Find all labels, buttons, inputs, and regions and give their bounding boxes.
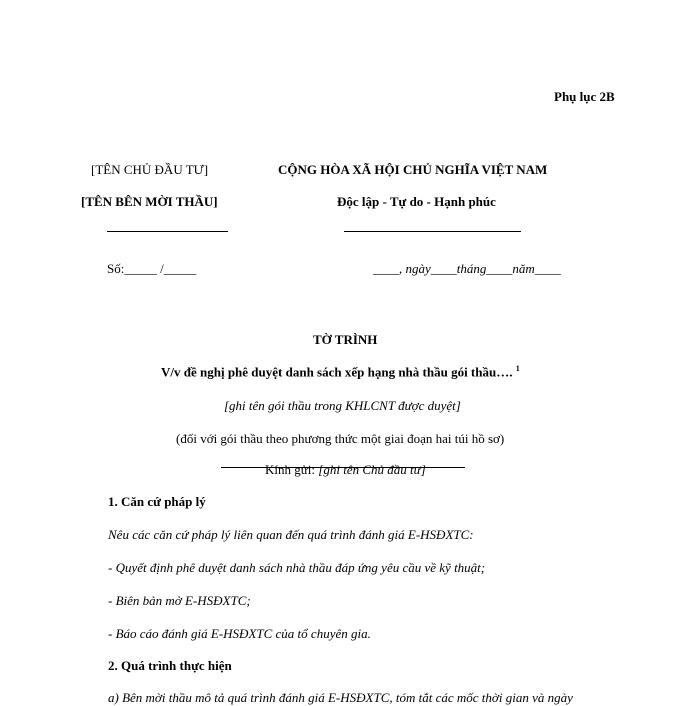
inviter-placeholder: [TÊN BÊN MỜI THẦU] [81, 194, 218, 209]
section-1-heading: 1. Căn cứ pháp lý [108, 494, 206, 509]
method-note: (đối với gói thầu theo phương thức một giai đoạn hai túi hồ sơ) [176, 431, 505, 446]
document-subject [161, 364, 520, 380]
section-1-item: - Quyết định phê duyệt danh sách nhà thầu đáp ứng yêu cầu về kỹ thuật; [108, 560, 486, 575]
left-header-rule [107, 231, 228, 232]
section-1-item: - Biên bản mở E-HSĐXTC; [108, 593, 251, 608]
document-number [107, 261, 196, 277]
package-note: [ghi tên gói thầu trong KHLCNT được duyệt] [224, 398, 461, 413]
document-title: TỜ TRÌNH [313, 332, 378, 347]
number-label: Số: [107, 261, 125, 276]
right-header-rule [344, 231, 521, 232]
number-blank: _____ /_____ [124, 261, 197, 276]
section-1-item: - Báo cáo đánh giá E-HSĐXTC của tổ chuyên gia. [108, 626, 371, 641]
recipient-line [265, 462, 426, 478]
section-2-heading: 2. Quá trình thực hiện [108, 658, 232, 673]
nation-title: CỘNG HÒA XÃ HỘI CHỦ NGHĨA VIỆT NAM [278, 162, 548, 177]
section-2-paragraph: a) Bên mời thầu mô tả quá trình đánh giá E-HSĐXTC, tóm tắt các mốc thời gian và ngày [108, 690, 573, 705]
section-1-intro: Nêu các căn cứ pháp lý liên quan đến quá trình đánh giá E-HSĐXTC: [108, 527, 474, 542]
appendix-label: Phụ lục 2B [554, 89, 615, 104]
date-line: ____, ngày____tháng____năm____ [373, 261, 561, 276]
subject-text: V/v đề nghị phê duyệt danh sách xếp hạng nhà thầu gói thầu…. [161, 364, 513, 380]
recipient-label: Kính gửi: [265, 462, 319, 477]
national-motto: Độc lập - Tự do - Hạnh phúc [337, 194, 496, 209]
footnote-marker: 1 [515, 364, 520, 373]
investor-placeholder: [TÊN CHỦ ĐẦU TƯ] [91, 162, 209, 177]
recipient-placeholder: [ghi tên Chủ đầu tư] [318, 462, 426, 477]
